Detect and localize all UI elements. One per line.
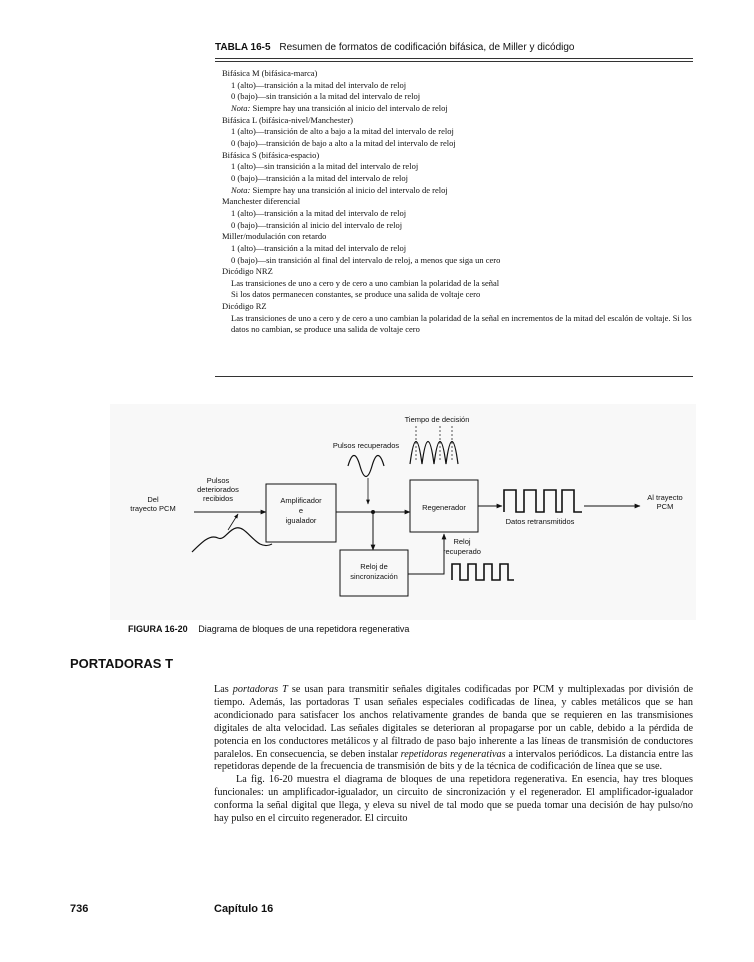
from-path-label-1: Del [147, 495, 159, 504]
table-row: Dicódigo NRZ [222, 266, 273, 277]
p1-text-c: a intervalos periódicos. La distancia entre las repetidoras depende de la frecuencia de transmisión de bits y de la técnica de codificación de línea que se use. [214, 748, 694, 773]
p1-term-t-carriers: portadoras T [232, 684, 288, 695]
table-row: 1 (alto)—transición de alto a bajo a la mitad del intervalo de reloj [231, 126, 454, 137]
section-heading: PORTADORAS T [70, 656, 174, 671]
recovered-clock-label-2: recuperado [443, 547, 481, 556]
regenerator-label: Regenerador [422, 503, 466, 512]
table-title: Resumen de formatos de codificación bifásica, de Miller y dicódigo [279, 42, 575, 53]
table-row: Bifásica S (bifásica-espacio) [222, 149, 320, 160]
note-text: Siempre hay una transición al inicio del intervalo de reloj [252, 102, 448, 113]
table-row: Bifásica L (bifásica-nivel/Manchester) [222, 114, 353, 125]
note-label: Nota: [231, 184, 251, 195]
table-top-rule [215, 58, 693, 59]
note-label: Nota: [231, 102, 251, 113]
table-row [222, 185, 692, 197]
table-row: Las transiciones de uno a cero y de cero a uno cambian la polaridad de la señal [231, 277, 500, 288]
table-row [222, 103, 692, 115]
table-row: 0 (bajo)—transición al inicio del intervalo de reloj [231, 219, 403, 230]
table-row: Dicódigo RZ [222, 301, 267, 312]
table-row: 1 (alto)—transición a la mitad del intervalo de reloj [231, 79, 407, 90]
table-row: 0 (bajo)—sin transición a la mitad del intervalo de reloj [231, 91, 421, 102]
degraded-pulses-label-1: Pulsos [206, 476, 230, 485]
figure-caption [128, 624, 409, 634]
table-label: TABLA 16-5 [215, 42, 271, 53]
table-row: Si los datos permanecen constantes, se produce una salida de voltaje cero [231, 289, 481, 300]
table-row: 0 (bajo)—sin transición al final del intervalo de reloj, a menos que siga un cero [231, 254, 501, 265]
block-diagram [110, 404, 696, 620]
table-row: 0 (bajo)—transición a la mitad del intervalo de reloj [231, 172, 409, 183]
sync-clock-label-1: Reloj de [360, 562, 388, 571]
amplifier-label-1: Amplificador [280, 496, 322, 505]
note-text: Siempre hay una transición al inicio del intervalo de reloj [252, 184, 448, 195]
to-path-label-1: Al trayecto [647, 493, 683, 502]
figure-label: FIGURA 16-20 [128, 624, 188, 634]
sync-clock-label-2: sincronización [350, 572, 398, 581]
p1-term-regenerative-repeaters: repetidoras regenerativas [400, 748, 506, 760]
paragraph-1 [214, 684, 693, 774]
table-top-rule-2 [215, 61, 693, 62]
paragraph-2: La fig. 16-20 muestra el diagrama de bloques de una repetidora regenerativa. En esencia, hay tres bloques funcionales: un amplificador-igualador, un circuito de sincronización y el regenerador. El amplificador-igualador conforma la señal digital que llega, y eleva su nivel de tal modo que se pueda tomar una decisión de hay pulso/no hay pulso en el circuito regenerador. El circuito [214, 774, 693, 825]
recovered-clock-label-1: Reloj [453, 537, 471, 546]
block-diagram-svg [110, 404, 696, 620]
degraded-pulses-label-2: deteriorados [197, 485, 239, 494]
table-row: Manchester diferencial [222, 196, 301, 207]
table-row: 1 (alto)—transición a la mitad del intervalo de reloj [231, 242, 407, 253]
degraded-pulses-label-3: recibidos [202, 494, 234, 503]
table-row: Las transiciones de uno a cero y de cero a uno cambian la polaridad de la señal en incrementos de la mitad del escalón de voltaje. Si los datos no cambian, se produce una salida de voltaje cero [231, 312, 692, 335]
chapter-label: Capítulo 16 [214, 903, 274, 915]
amplifier-label-2: e [298, 506, 304, 515]
to-path-label-2: PCM [656, 502, 674, 511]
table-caption [215, 42, 695, 53]
page-number: 736 [70, 903, 89, 915]
table-body [222, 68, 692, 336]
table-row: 1 (alto)—sin transición a la mitad del intervalo de reloj [231, 161, 419, 172]
body-text [214, 684, 693, 826]
from-path-label-2: trayecto PCM [130, 504, 176, 513]
table-row: Miller/modulación con retardo [222, 231, 327, 242]
p1-text-b: se usan para transmitir señales digitales codificadas por PCM y multiplexadas por división de tiempo. Además, las portadoras T usan señales especiales codificadas de línea, y cables metálicos que se han acondicionado para satisfacer los anchos relativamente grandes de banda que se requieren en las transmisiones digitales de alta velocidad. Las señales digitales se deterioran al propagarse por un cable, debido a la pérdida de potencia en los conductores metálicos y al filtrado de paso bajo inherente a las líneas de transmisión de conductores paralelos. En consecuencia, se deben instalar [214, 684, 693, 760]
recovered-pulses-label: Pulsos recuperados [332, 441, 400, 450]
table-row: 1 (alto)—transición a la mitad del intervalo de reloj [231, 207, 407, 218]
table-row: 0 (bajo)—transición de bajo a alto a la mitad del intervalo de reloj [231, 137, 456, 148]
table-row: Bifásica M (bifásica-marca) [222, 68, 318, 78]
p1-text-a: Las [214, 684, 233, 695]
amplifier-label-3: igualador [285, 516, 317, 525]
retransmitted-data-label: Datos retransmitidos [505, 517, 575, 526]
figure-caption-text: Diagrama de bloques de una repetidora regenerativa [198, 624, 410, 634]
table-bottom-rule [215, 376, 693, 377]
decision-time-label: Tiempo de decisión [404, 415, 470, 424]
